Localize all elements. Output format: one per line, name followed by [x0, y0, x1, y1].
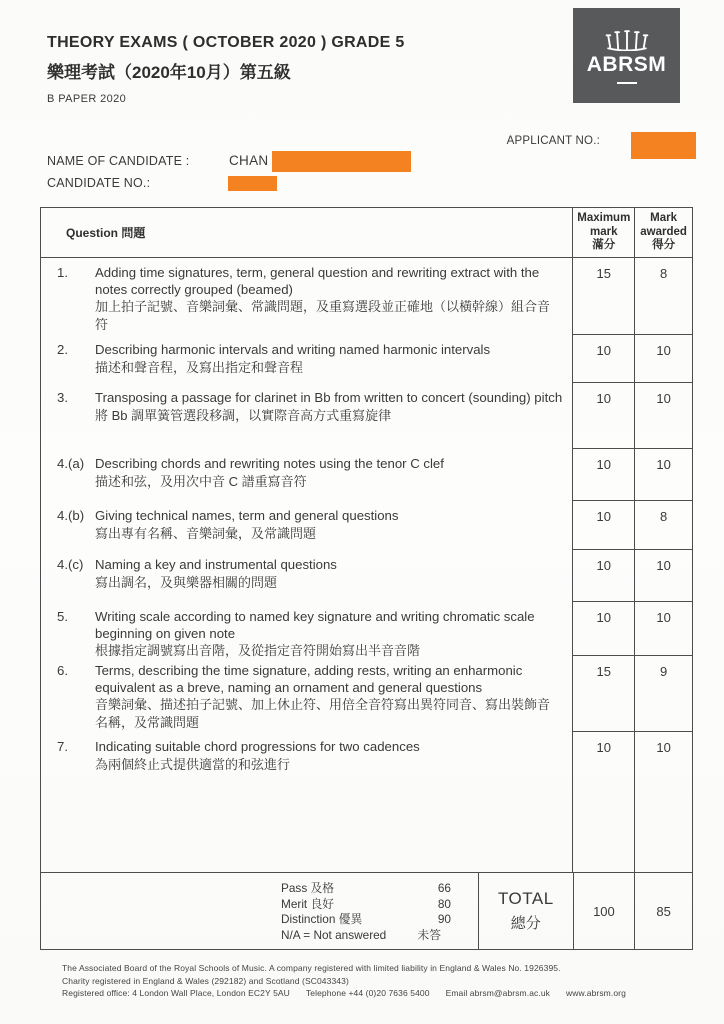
maximum-mark-cell: 10 — [572, 550, 634, 602]
mark-awarded-cell: 8 — [634, 258, 692, 335]
candidate-no-redaction — [228, 176, 277, 191]
question-text-en: Writing scale according to named key signature and writing chromatic scale beginning on given note — [95, 609, 535, 641]
question-text-en: Indicating suitable chord progressions for two cadences — [95, 739, 420, 754]
question-number: 4.(b) — [57, 508, 85, 523]
mark-awarded-cell: 10 — [634, 383, 692, 449]
logo-text: ABRSM — [586, 52, 667, 76]
applicant-no-redaction — [631, 132, 696, 159]
page-title-zh: 樂理考試（2020年10月）第五級 — [47, 63, 291, 82]
table-row-q4c — [41, 550, 692, 602]
maximum-mark-cell: 10 — [572, 335, 634, 383]
question-text-zh: 加上拍子記號、音樂詞彙、常識問題，及重寫選段並正確地（以橫幹線）組合音符 — [95, 299, 551, 332]
applicant-no-label: APPLICANT NO.: — [506, 135, 600, 147]
table-row-q1 — [41, 258, 692, 335]
logo-underline — [617, 82, 637, 84]
question-text-zh: 為兩個終止式提供適當的和弦進行 — [95, 756, 291, 772]
question-text-en: Giving technical names, term and general questions — [95, 508, 399, 523]
question-number: 4.(a) — [57, 456, 85, 471]
mark-awarded-cell: 10 — [634, 449, 692, 501]
crown-icon — [604, 28, 650, 51]
table-row-q5 — [41, 602, 692, 656]
maximum-mark-cell: 15 — [572, 656, 634, 732]
paper-label: B PAPER 2020 — [47, 93, 127, 105]
question-number: 2. — [57, 342, 68, 357]
maximum-mark-cell: 10 — [572, 732, 634, 872]
marks-table — [40, 207, 693, 950]
registered-office: Registered office: 4 London Wall Place, London EC2Y 5AU — [62, 988, 290, 998]
table-row-q4b — [41, 501, 692, 550]
na-legend: N/A = Not answered 未答 — [281, 927, 441, 942]
question-text-en: Describing chords and rewriting notes using the tenor C clef — [95, 456, 444, 471]
table-row-q6 — [41, 656, 692, 732]
footer — [62, 962, 702, 1000]
candidate-name-value: CHAN — [229, 153, 269, 168]
question-number: 5. — [57, 609, 68, 624]
maximum-mark-cell: 10 — [572, 602, 634, 656]
question-number: 6. — [57, 663, 68, 678]
question-text-en: Naming a key and instrumental questions — [95, 557, 337, 572]
mark-awarded-cell: 10 — [634, 550, 692, 602]
question-column-header: Question 問題 — [66, 226, 146, 240]
question-text-en: Adding time signatures, term, general question and rewriting extract with the notes correctly grouped (beamed) — [95, 265, 540, 297]
candidate-name-label: NAME OF CANDIDATE : — [47, 154, 190, 168]
question-number: 7. — [57, 739, 68, 754]
question-text-zh: 音樂詞彙、描述拍子記號、加上休止符、用倍全音符寫出異符同音、寫出裝飾音名稱，及常識問題 — [95, 697, 551, 730]
distinction-boundary: Distinction 優異 90 — [281, 912, 451, 926]
maximum-mark-cell: 10 — [572, 501, 634, 550]
footer-line-3 — [62, 987, 702, 1000]
total-mark-awarded: 85 — [634, 873, 692, 949]
table-row-q2 — [41, 335, 692, 383]
mark-awarded-cell: 8 — [634, 501, 692, 550]
title-block — [47, 34, 405, 105]
candidate-no-label: CANDIDATE NO.: — [47, 176, 151, 190]
mark-awarded-cell: 10 — [634, 335, 692, 383]
question-number: 1. — [57, 265, 68, 280]
mark-awarded-cell: 10 — [634, 732, 692, 872]
maximum-mark-cell: 10 — [572, 449, 634, 501]
total-label-cell: TOTAL 總分 — [478, 873, 573, 949]
footer-line-1: The Associated Board of the Royal Schools of Music. A company registered with limited liability in England & Wales No. 1926395. — [62, 963, 561, 973]
abrsm-logo — [573, 8, 680, 103]
mark-awarded-cell: 10 — [634, 602, 692, 656]
question-number: 4.(c) — [57, 557, 84, 572]
footer-line-2: Charity registered in England & Wales (292182) and Scotland (SC043343) — [62, 975, 349, 986]
website: www.abrsm.org — [566, 988, 626, 998]
table-header-row — [41, 208, 692, 258]
pass-boundary: Pass 及格 66 — [281, 881, 451, 895]
table-row-q3 — [41, 383, 692, 449]
mark-awarded-cell: 9 — [634, 656, 692, 732]
question-text-en: Describing harmonic intervals and writing named harmonic intervals — [95, 342, 491, 357]
page-title: THEORY EXAMS ( OCTOBER 2020 ) GRADE 5 — [47, 34, 405, 51]
total-row — [41, 872, 692, 949]
candidate-name-redaction — [272, 151, 411, 172]
total-maximum-mark: 100 — [573, 873, 635, 949]
question-text-zh: 描述和弦，及用次中音 C 譜重寫音符 — [95, 473, 307, 489]
maximum-mark-cell: 15 — [572, 258, 634, 335]
question-text-en: Terms, describing the time signature, adding rests, writing an enharmonic equivalent as a breve, naming an ornament and general questions — [95, 663, 523, 695]
question-number: 3. — [57, 390, 68, 405]
question-text-en: Transposing a passage for clarinet in Bb from written to concert (sounding) pitch — [95, 390, 563, 405]
question-text-zh: 將 Bb 調單簧管選段移調，以實際音高方式重寫旋律 — [95, 407, 392, 423]
table-row-q4a — [41, 449, 692, 501]
telephone: Telephone +44 (0)20 7636 5400 — [305, 988, 430, 998]
email: Email abrsm@abrsm.ac.uk — [445, 988, 551, 998]
grade-boundaries — [41, 873, 478, 949]
question-text-zh: 寫出專有名稱、音樂詞彙，及常識問題 — [95, 525, 317, 541]
merit-boundary: Merit 良好 80 — [281, 896, 451, 911]
question-text-zh: 根據指定調號寫出音階，及從指定音符開始寫出半音音階 — [95, 643, 421, 658]
mark-awarded-column-header: Mark awarded 得分 — [634, 208, 692, 257]
maximum-mark-column-header: Maximum mark 滿分 — [572, 208, 634, 257]
table-row-q7 — [41, 732, 692, 872]
question-text-zh: 描述和聲音程，及寫出指定和聲音程 — [95, 359, 304, 375]
question-text-zh: 寫出調名，及與樂器相關的問題 — [95, 574, 278, 590]
maximum-mark-cell: 10 — [572, 383, 634, 449]
